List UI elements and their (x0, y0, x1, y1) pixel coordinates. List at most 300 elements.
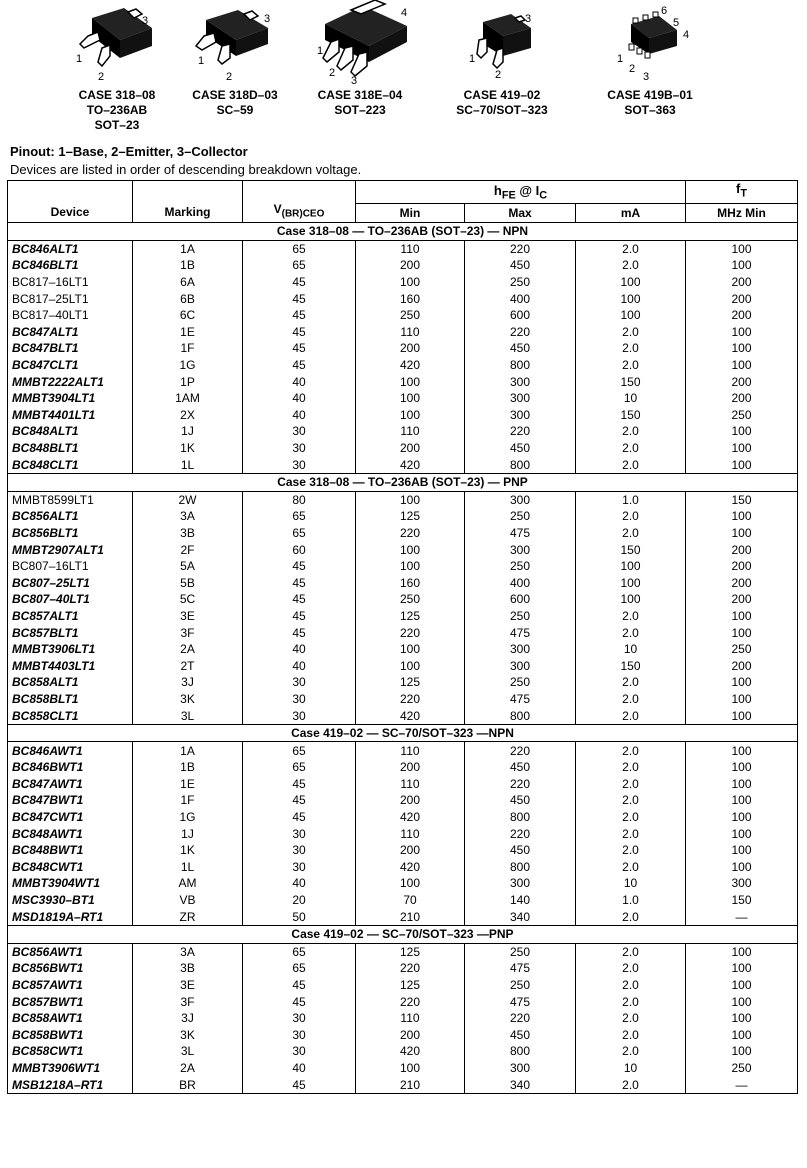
ic-ma-cell: 1.0 (576, 491, 686, 508)
hfe-min-cell: 220 (356, 624, 465, 641)
hfe-max-header: Max (465, 204, 576, 223)
ic-ma-cell: 150 (576, 373, 686, 390)
hfe-min-cell: 100 (356, 657, 465, 674)
device-cell: BC847CLT1 (8, 357, 133, 374)
hfe-min-cell: 100 (356, 274, 465, 291)
table-row (8, 274, 798, 291)
table-row (8, 759, 798, 776)
pin-label: 3 (643, 71, 650, 83)
hfe-min-cell: 420 (356, 456, 465, 473)
sot223-package-drawing (305, 0, 415, 88)
section-header-row (8, 925, 798, 943)
ft-cell: 200 (686, 558, 798, 575)
ft-cell: 100 (686, 624, 798, 641)
table-row (8, 456, 798, 473)
ft-cell: 200 (686, 307, 798, 324)
hfe-min-cell: 100 (356, 390, 465, 407)
ft-cell: 100 (686, 960, 798, 977)
ic-ma-cell: 2.0 (576, 825, 686, 842)
transistor-selection-table (7, 180, 798, 1094)
table-row (8, 842, 798, 859)
marking-cell: 2X (133, 407, 243, 424)
ic-ma-cell: 2.0 (576, 707, 686, 724)
breakdown-voltage-cell: 80 (243, 491, 356, 508)
ft-cell: 100 (686, 340, 798, 357)
ft-cell: 100 (686, 809, 798, 826)
ordering-note: Devices are listed in order of descending breakdown voltage. (10, 162, 362, 177)
ic-ma-cell: 2.0 (576, 508, 686, 525)
breakdown-voltage-cell: 50 (243, 908, 356, 925)
device-cell: BC857BWT1 (8, 993, 133, 1010)
hfe-min-cell: 220 (356, 993, 465, 1010)
marking-cell: 1B (133, 257, 243, 274)
hfe-max-cell: 250 (465, 608, 576, 625)
table-row (8, 809, 798, 826)
device-column-header: Device (8, 181, 133, 223)
ic-ma-cell: 2.0 (576, 456, 686, 473)
hfe-max-cell: 450 (465, 1027, 576, 1044)
marking-cell: 3B (133, 525, 243, 542)
pin-label: 1 (469, 53, 476, 65)
ft-cell: 100 (686, 977, 798, 994)
ft-cell: 100 (686, 257, 798, 274)
hfe-min-cell: 125 (356, 508, 465, 525)
table-row (8, 307, 798, 324)
ic-ma-cell: 2.0 (576, 324, 686, 341)
breakdown-voltage-cell: 45 (243, 574, 356, 591)
ic-ma-cell: 2.0 (576, 240, 686, 257)
marking-cell: 3J (133, 1010, 243, 1027)
hfe-max-cell: 140 (465, 892, 576, 909)
marking-cell: 5C (133, 591, 243, 608)
breakdown-voltage-cell: 65 (243, 525, 356, 542)
ft-cell: 300 (686, 875, 798, 892)
breakdown-voltage-cell: 40 (243, 1060, 356, 1077)
package-label-line1: CASE 419–02 (463, 88, 541, 102)
marking-cell: 1P (133, 373, 243, 390)
marking-cell: 1A (133, 742, 243, 759)
device-cell: BC817–40LT1 (8, 307, 133, 324)
device-cell: BC856ALT1 (8, 508, 133, 525)
hfe-max-cell: 400 (465, 574, 576, 591)
hfe-max-cell: 600 (465, 591, 576, 608)
table-row (8, 977, 798, 994)
hfe-min-cell: 110 (356, 1010, 465, 1027)
ic-ma-cell: 2.0 (576, 809, 686, 826)
device-cell: MMBT3904WT1 (8, 875, 133, 892)
breakdown-voltage-cell: 45 (243, 608, 356, 625)
device-cell: BC848CLT1 (8, 456, 133, 473)
ic-ma-cell: 100 (576, 574, 686, 591)
marking-cell: 3F (133, 993, 243, 1010)
hfe-max-cell: 300 (465, 1060, 576, 1077)
table-row (8, 257, 798, 274)
marking-cell: 1F (133, 340, 243, 357)
device-cell: BC858BLT1 (8, 691, 133, 708)
breakdown-voltage-cell: 45 (243, 776, 356, 793)
hfe-min-cell: 210 (356, 1076, 465, 1093)
hfe-symbol: h (493, 182, 502, 198)
hfe-max-cell: 800 (465, 1043, 576, 1060)
ft-group-header (686, 181, 798, 204)
hfe-max-cell: 340 (465, 908, 576, 925)
hfe-max-cell: 800 (465, 859, 576, 876)
ic-ma-cell: 100 (576, 558, 686, 575)
hfe-max-cell: 450 (465, 257, 576, 274)
device-cell: BC858CWT1 (8, 1043, 133, 1060)
table-row (8, 960, 798, 977)
section-header-row (8, 223, 798, 241)
table-row (8, 608, 798, 625)
ft-cell: 150 (686, 491, 798, 508)
device-cell: MSB1218A–RT1 (8, 1076, 133, 1093)
hfe-min-cell: 200 (356, 340, 465, 357)
breakdown-voltage-cell: 45 (243, 274, 356, 291)
pin-label: 6 (661, 5, 668, 17)
marking-cell: 1G (133, 357, 243, 374)
hfe-min-cell: 200 (356, 792, 465, 809)
hfe-min-cell: 100 (356, 541, 465, 558)
marking-cell: 1J (133, 423, 243, 440)
table-row (8, 657, 798, 674)
hfe-min-header: Min (356, 204, 465, 223)
ft-cell: 200 (686, 541, 798, 558)
marking-cell: 5B (133, 574, 243, 591)
breakdown-voltage-cell: 45 (243, 809, 356, 826)
ic-ma-cell: 2.0 (576, 977, 686, 994)
device-cell: BC848AWT1 (8, 825, 133, 842)
ic-ma-cell: 2.0 (576, 759, 686, 776)
ft-cell: 100 (686, 943, 798, 960)
device-cell: BC846BLT1 (8, 257, 133, 274)
table-row (8, 943, 798, 960)
ic-ma-cell: 2.0 (576, 993, 686, 1010)
table-row (8, 491, 798, 508)
package-label-line1: CASE 419B–01 (607, 88, 693, 102)
device-cell: MMBT3906LT1 (8, 641, 133, 658)
pin-label: 2 (98, 71, 105, 83)
ft-cell: 100 (686, 240, 798, 257)
device-cell: BC858ALT1 (8, 674, 133, 691)
ic-ma-cell: 2.0 (576, 357, 686, 374)
breakdown-voltage-cell: 45 (243, 340, 356, 357)
table-row (8, 525, 798, 542)
ic-ma-cell: 100 (576, 290, 686, 307)
ic-ma-cell: 2.0 (576, 674, 686, 691)
package-label-line2: SC–59 (216, 103, 254, 117)
ft-cell: 150 (686, 892, 798, 909)
hfe-min-cell: 220 (356, 525, 465, 542)
hfe-max-cell: 800 (465, 809, 576, 826)
ft-cell: 200 (686, 657, 798, 674)
marking-cell: 6A (133, 274, 243, 291)
table-row (8, 340, 798, 357)
pin-label: 3 (351, 75, 358, 87)
ft-cell: 100 (686, 825, 798, 842)
hfe-max-cell: 800 (465, 357, 576, 374)
ft-cell: 100 (686, 674, 798, 691)
hfe-max-cell: 250 (465, 508, 576, 525)
hfe-min-cell: 100 (356, 491, 465, 508)
section-header-row (8, 473, 798, 491)
device-cell: MMBT3906WT1 (8, 1060, 133, 1077)
marking-cell: 2W (133, 491, 243, 508)
breakdown-voltage-cell: 45 (243, 977, 356, 994)
ic-ma-cell: 2.0 (576, 1027, 686, 1044)
table-row (8, 1010, 798, 1027)
ic-ma-header: mA (576, 204, 686, 223)
hfe-min-cell: 100 (356, 407, 465, 424)
hfe-max-cell: 220 (465, 742, 576, 759)
pin-label: 3 (525, 13, 532, 25)
marking-cell: AM (133, 875, 243, 892)
ic-ma-cell: 2.0 (576, 792, 686, 809)
table-row (8, 908, 798, 925)
ic-ma-cell: 2.0 (576, 960, 686, 977)
device-cell: BC847CWT1 (8, 809, 133, 826)
ft-cell: 100 (686, 842, 798, 859)
pin-label: 1 (317, 45, 324, 57)
ft-cell: 200 (686, 290, 798, 307)
ic-subscript: C (539, 189, 548, 202)
package-label-line2: TO–236AB (86, 103, 148, 117)
ic-ma-cell: 2.0 (576, 423, 686, 440)
hfe-subscript: FE (501, 189, 516, 202)
ic-ma-cell: 150 (576, 657, 686, 674)
breakdown-voltage-cell: 30 (243, 1027, 356, 1044)
ic-ma-cell: 150 (576, 541, 686, 558)
table-row (8, 859, 798, 876)
device-cell: BC847BWT1 (8, 792, 133, 809)
hfe-min-cell: 420 (356, 357, 465, 374)
table-row (8, 574, 798, 591)
ft-cell: 100 (686, 792, 798, 809)
device-cell: BC857BLT1 (8, 624, 133, 641)
table-row (8, 324, 798, 341)
breakdown-voltage-cell: 65 (243, 508, 356, 525)
device-cell: BC817–16LT1 (8, 274, 133, 291)
marking-cell: 1E (133, 776, 243, 793)
table-row (8, 892, 798, 909)
ft-symbol: f (736, 181, 741, 196)
marking-cell: 1B (133, 759, 243, 776)
hfe-min-cell: 125 (356, 977, 465, 994)
marking-cell: BR (133, 1076, 243, 1093)
ft-cell: 100 (686, 357, 798, 374)
hfe-max-cell: 450 (465, 440, 576, 457)
breakdown-voltage-cell: 30 (243, 1010, 356, 1027)
pin-label: 1 (76, 53, 83, 65)
device-cell: MMBT2222ALT1 (8, 373, 133, 390)
hfe-max-cell: 220 (465, 1010, 576, 1027)
table-row (8, 1027, 798, 1044)
ic-ma-cell: 10 (576, 1060, 686, 1077)
device-cell: BC846BWT1 (8, 759, 133, 776)
hfe-min-cell: 110 (356, 240, 465, 257)
breakdown-voltage-cell: 45 (243, 792, 356, 809)
ft-cell: 250 (686, 641, 798, 658)
breakdown-voltage-cell: 45 (243, 993, 356, 1010)
device-cell: BC807–16LT1 (8, 558, 133, 575)
hfe-max-cell: 220 (465, 776, 576, 793)
table-row (8, 373, 798, 390)
ft-cell: 200 (686, 574, 798, 591)
marking-cell: 3A (133, 508, 243, 525)
sot363-package-drawing (595, 0, 705, 88)
device-cell: BC856BLT1 (8, 525, 133, 542)
breakdown-voltage-cell: 45 (243, 624, 356, 641)
hfe-max-cell: 300 (465, 541, 576, 558)
marking-cell: 1L (133, 859, 243, 876)
ic-ma-cell: 2.0 (576, 859, 686, 876)
ft-cell: 250 (686, 1060, 798, 1077)
hfe-min-cell: 420 (356, 859, 465, 876)
marking-cell: 3B (133, 960, 243, 977)
device-cell: BC847AWT1 (8, 776, 133, 793)
hfe-max-cell: 250 (465, 943, 576, 960)
package-label-line1: CASE 318D–03 (192, 88, 278, 102)
breakdown-voltage-cell: 45 (243, 357, 356, 374)
breakdown-voltage-cell: 40 (243, 641, 356, 658)
breakdown-voltage-cell: 65 (243, 759, 356, 776)
marking-cell: 3K (133, 691, 243, 708)
pin-label: 2 (329, 67, 336, 79)
package-label-line2: SOT–223 (334, 103, 386, 117)
hfe-min-cell: 110 (356, 825, 465, 842)
breakdown-voltage-cell: 30 (243, 456, 356, 473)
hfe-min-cell: 220 (356, 691, 465, 708)
hfe-max-cell: 220 (465, 240, 576, 257)
breakdown-voltage-cell: 45 (243, 307, 356, 324)
ic-ma-cell: 2.0 (576, 440, 686, 457)
package-case-318-08 (62, 0, 172, 133)
marking-cell: 6B (133, 290, 243, 307)
pin-label: 2 (226, 71, 233, 83)
hfe-min-cell: 110 (356, 423, 465, 440)
section-title: Case 419–02 — SC–70/SOT–323 —PNP (8, 925, 798, 943)
package-label-line3: SOT–23 (94, 118, 140, 132)
table-row (8, 825, 798, 842)
table-row (8, 390, 798, 407)
hfe-min-cell: 210 (356, 908, 465, 925)
marking-cell: ZR (133, 908, 243, 925)
table-row (8, 875, 798, 892)
section-title: Case 318–08 — TO–236AB (SOT–23) — NPN (8, 223, 798, 241)
hfe-max-cell: 475 (465, 525, 576, 542)
package-case-419b-01 (595, 0, 705, 118)
table-row (8, 674, 798, 691)
ic-ma-cell: 150 (576, 407, 686, 424)
package-label-line2: SOT–363 (624, 103, 676, 117)
marking-cell: 2A (133, 1060, 243, 1077)
hfe-max-cell: 340 (465, 1076, 576, 1093)
marking-cell: 3E (133, 608, 243, 625)
ft-cell: 100 (686, 776, 798, 793)
device-cell: BC848BWT1 (8, 842, 133, 859)
device-cell: BC847BLT1 (8, 340, 133, 357)
ic-ma-cell: 2.0 (576, 340, 686, 357)
marking-cell: 3J (133, 674, 243, 691)
breakdown-voltage-cell: 45 (243, 558, 356, 575)
ic-ma-cell: 1.0 (576, 892, 686, 909)
hfe-min-cell: 100 (356, 875, 465, 892)
vbr-subscript: (BR)CEO (281, 208, 325, 219)
hfe-min-cell: 110 (356, 742, 465, 759)
table-row (8, 1076, 798, 1093)
ic-ma-cell: 2.0 (576, 1076, 686, 1093)
breakdown-voltage-cell: 40 (243, 390, 356, 407)
pin-label: 3 (264, 13, 271, 25)
hfe-min-cell: 220 (356, 960, 465, 977)
ft-cell: 100 (686, 1010, 798, 1027)
hfe-max-cell: 450 (465, 340, 576, 357)
table-row (8, 357, 798, 374)
table-row (8, 407, 798, 424)
table-row (8, 641, 798, 658)
ft-cell: 100 (686, 423, 798, 440)
ft-unit-header: MHz Min (686, 204, 798, 223)
ic-ma-cell: 2.0 (576, 608, 686, 625)
hfe-min-cell: 70 (356, 892, 465, 909)
table-row (8, 423, 798, 440)
hfe-max-cell: 250 (465, 274, 576, 291)
ft-cell: 100 (686, 608, 798, 625)
device-cell: BC846AWT1 (8, 742, 133, 759)
table-row (8, 558, 798, 575)
hfe-max-cell: 450 (465, 842, 576, 859)
hfe-min-cell: 200 (356, 257, 465, 274)
marking-cell: 1J (133, 825, 243, 842)
hfe-min-cell: 420 (356, 809, 465, 826)
marking-cell: 1G (133, 809, 243, 826)
ft-subscript: T (740, 187, 747, 200)
ft-cell: 200 (686, 373, 798, 390)
package-illustrations (0, 0, 807, 140)
ft-cell: 100 (686, 859, 798, 876)
device-cell: BC857ALT1 (8, 608, 133, 625)
breakdown-voltage-cell: 30 (243, 1043, 356, 1060)
breakdown-voltage-cell: 40 (243, 407, 356, 424)
table-row (8, 508, 798, 525)
table-row (8, 624, 798, 641)
breakdown-voltage-cell: 65 (243, 257, 356, 274)
table-row (8, 290, 798, 307)
ic-ma-cell: 2.0 (576, 624, 686, 641)
hfe-min-cell: 160 (356, 574, 465, 591)
breakdown-voltage-cell: 65 (243, 240, 356, 257)
hfe-min-cell: 420 (356, 1043, 465, 1060)
device-cell: BC858BWT1 (8, 1027, 133, 1044)
breakdown-voltage-cell: 40 (243, 875, 356, 892)
marking-cell: 3K (133, 1027, 243, 1044)
breakdown-voltage-cell: 30 (243, 842, 356, 859)
hfe-max-cell: 300 (465, 641, 576, 658)
hfe-min-cell: 125 (356, 674, 465, 691)
ft-cell: 100 (686, 525, 798, 542)
ic-ma-cell: 100 (576, 591, 686, 608)
hfe-group-header (356, 181, 686, 204)
marking-cell: 3E (133, 977, 243, 994)
package-case-318e-04 (305, 0, 415, 118)
ft-cell: 200 (686, 274, 798, 291)
device-cell: BC848CWT1 (8, 859, 133, 876)
hfe-min-cell: 200 (356, 440, 465, 457)
hfe-max-cell: 475 (465, 691, 576, 708)
breakdown-voltage-cell: 30 (243, 440, 356, 457)
sc70-package-drawing (447, 0, 557, 88)
breakdown-voltage-cell: 30 (243, 691, 356, 708)
marking-cell: 3L (133, 1043, 243, 1060)
